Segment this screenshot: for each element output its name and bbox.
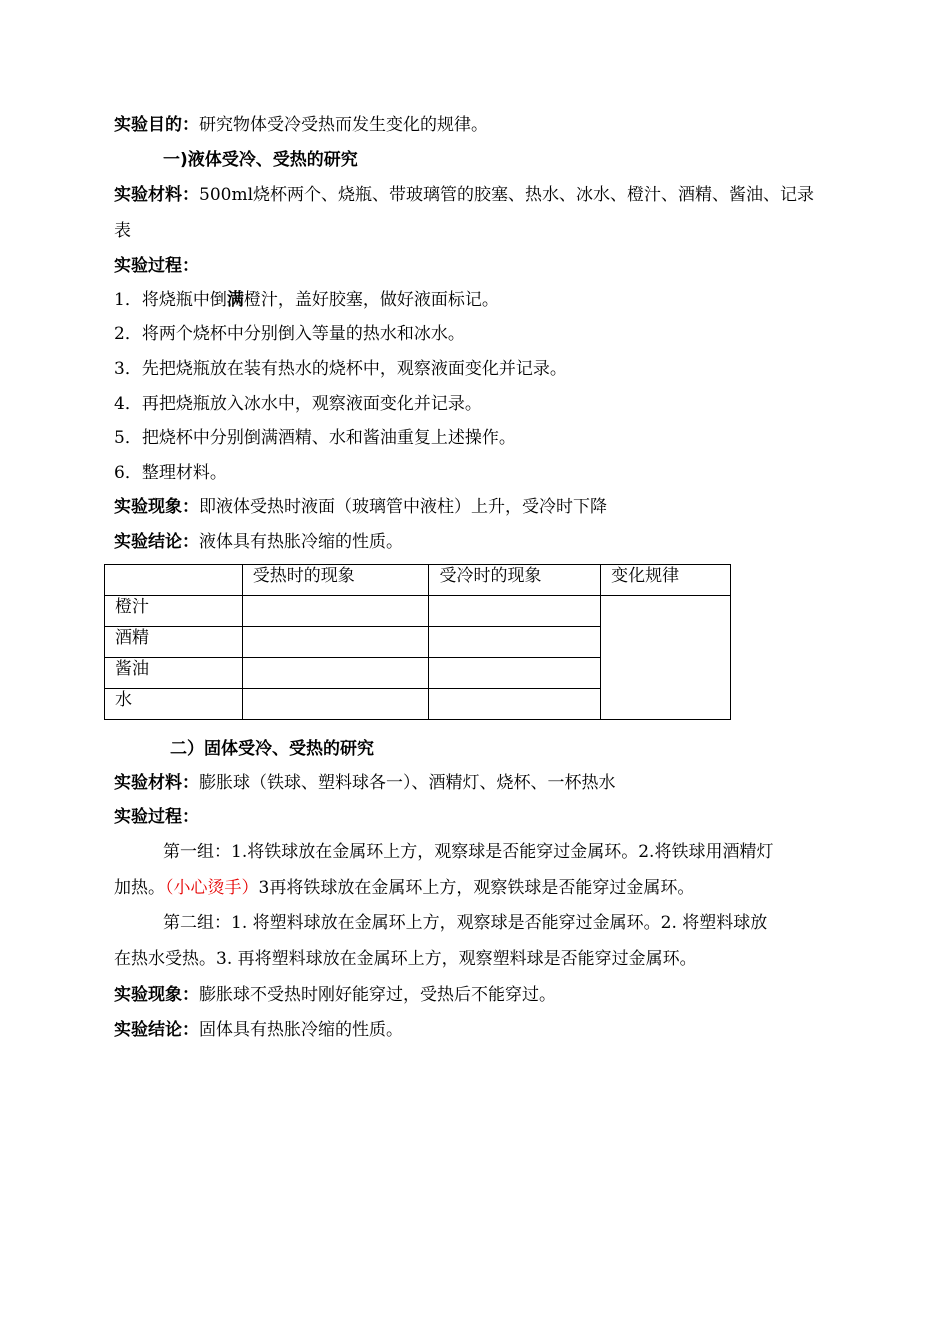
section2-process-label: 实验过程： bbox=[114, 807, 199, 827]
step-5: 5．把烧杯中分别倒满酒精、水和酱油重复上述操作。 bbox=[114, 428, 516, 448]
purpose-text: 研究物体受冷受热而发生变化的规律。 bbox=[199, 115, 488, 135]
section1-conclusion bbox=[114, 530, 403, 554]
step-2: 2．将两个烧杯中分别倒入等量的热水和冰水。 bbox=[114, 324, 465, 344]
section1-materials-text: 500ml烧杯两个、烧瓶、带玻璃管的胶塞、热水、冰水、橙汁、酒精、酱油、记录 bbox=[199, 185, 815, 205]
section1-materials-label: 实验材料： bbox=[114, 185, 199, 205]
section2-phenomenon-label: 实验现象： bbox=[114, 985, 199, 1005]
table-header-cell: 变化规律 bbox=[601, 565, 731, 596]
step-6: 6．整理材料。 bbox=[114, 463, 227, 483]
section2-phenomenon-text: 膨胀球不受热时刚好能穿过，受热后不能穿过。 bbox=[199, 985, 556, 1005]
table-row bbox=[105, 596, 731, 627]
table-header-cell: 受热时的现象 bbox=[242, 565, 429, 596]
section1-phenomenon-text: 即液体受热时液面（玻璃管中液柱）上升，受冷时下降 bbox=[199, 497, 607, 517]
section1-materials-line1 bbox=[114, 183, 814, 207]
section2-conclusion-label: 实验结论： bbox=[114, 1020, 199, 1040]
group1-line2-text-b: 3再将铁球放在金属环上方，观察铁球是否能穿过金属环。 bbox=[258, 878, 695, 898]
section2-materials-label: 实验材料： bbox=[114, 773, 199, 793]
step-1 bbox=[114, 288, 499, 312]
step-3: 3．先把烧瓶放在装有热水的烧杯中，观察液面变化并记录。 bbox=[114, 359, 567, 379]
step-1-text-a: 1．将烧瓶中倒 bbox=[114, 290, 227, 310]
group1-line1: 第一组：1.将铁球放在金属环上方，观察球是否能穿过金属环。2.将铁球用酒精灯 bbox=[163, 842, 774, 862]
table-cell-merged bbox=[601, 596, 731, 720]
group2-line1: 第二组：1. 将塑料球放在金属环上方，观察球是否能穿过金属环。2. 将塑料球放 bbox=[163, 913, 768, 933]
purpose-line bbox=[114, 113, 488, 137]
table-cell bbox=[429, 627, 601, 658]
section1-process-label: 实验过程： bbox=[114, 256, 199, 276]
group1-line2-text-a: 加热。 bbox=[114, 878, 165, 898]
section1-title: 一)液体受冷、受热的研究 bbox=[163, 150, 358, 170]
step-1-bold: 满 bbox=[226, 290, 244, 310]
group2-line2: 在热水受热。3. 再将塑料球放在金属环上方，观察塑料球是否能穿过金属环。 bbox=[114, 949, 697, 969]
step-1-text-b: 橙汁，盖好胶塞，做好液面标记。 bbox=[243, 290, 499, 310]
section1-conclusion-label: 实验结论： bbox=[114, 532, 199, 552]
caution-note: （小心烫手） bbox=[165, 878, 259, 898]
section2-conclusion-text: 固体具有热胀冷缩的性质。 bbox=[199, 1020, 403, 1040]
observation-table bbox=[104, 564, 731, 720]
table-header-cell: 受冷时的现象 bbox=[429, 565, 601, 596]
table-cell bbox=[242, 689, 429, 720]
table-cell bbox=[429, 689, 601, 720]
table-cell bbox=[242, 627, 429, 658]
table-row-label: 橙汁 bbox=[105, 596, 243, 627]
table-row-label: 酒精 bbox=[105, 627, 243, 658]
section2-title: 二）固体受冷、受热的研究 bbox=[170, 739, 374, 759]
table-cell bbox=[242, 658, 429, 689]
table-row-label: 水 bbox=[105, 689, 243, 720]
section2-materials bbox=[114, 771, 616, 795]
table-cell bbox=[429, 658, 601, 689]
section1-conclusion-text: 液体具有热胀冷缩的性质。 bbox=[199, 532, 403, 552]
table-cell bbox=[429, 596, 601, 627]
group1-line2 bbox=[114, 876, 694, 900]
section2-conclusion bbox=[114, 1018, 403, 1042]
table-header-row bbox=[105, 565, 731, 596]
section1-materials-line2: 表 bbox=[114, 221, 131, 241]
section1-phenomenon-label: 实验现象： bbox=[114, 497, 199, 517]
section2-materials-text: 膨胀球（铁球、塑料球各一）、酒精灯、烧杯、一杯热水 bbox=[199, 773, 616, 793]
section2-phenomenon bbox=[114, 983, 556, 1007]
table-row-label: 酱油 bbox=[105, 658, 243, 689]
table-cell bbox=[242, 596, 429, 627]
table-header-cell bbox=[105, 565, 243, 596]
section1-phenomenon bbox=[114, 495, 607, 519]
purpose-label: 实验目的： bbox=[114, 115, 199, 135]
step-4: 4．再把烧瓶放入冰水中，观察液面变化并记录。 bbox=[114, 394, 482, 414]
